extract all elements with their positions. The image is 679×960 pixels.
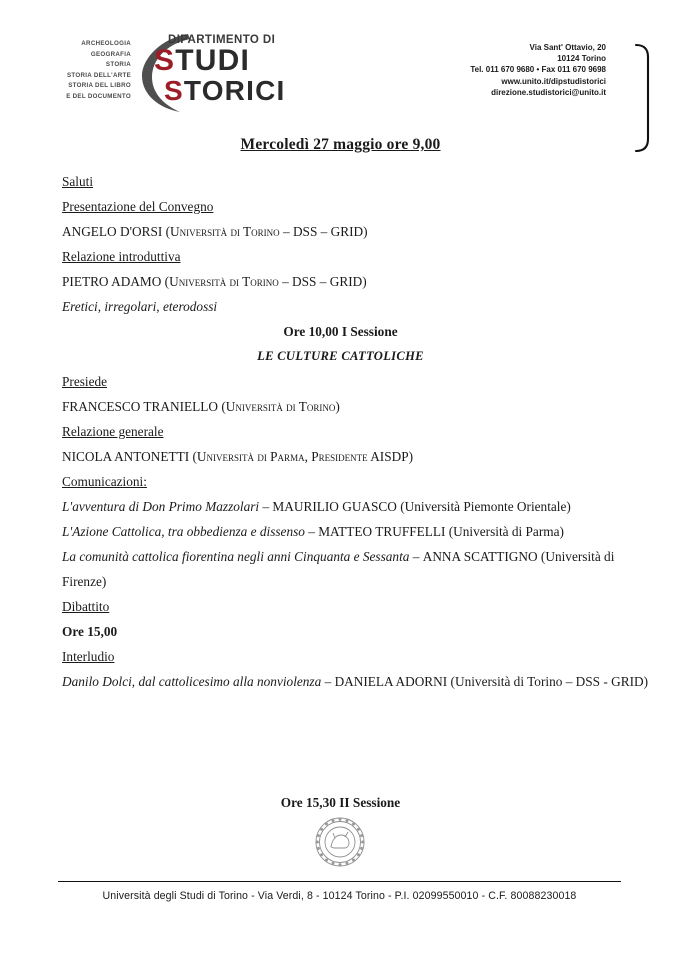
talk-title: L'Azione Cattolica, tra obbedienza e dissenso — [62, 524, 305, 539]
footer-legal-text: Università degli Studi di Torino - Via Verdi, 8 - 10124 Torino - P.I. 02099550010 - C.F. 80088230018 — [102, 890, 577, 902]
talk-title: L'avventura di Don Primo Mazzolari — [62, 499, 260, 514]
talk-speaker: MAURILIO GUASCO — [272, 499, 397, 514]
talk-affiliation: (Università di Parma) — [445, 524, 564, 539]
logo-studi-rest: TUDI — [175, 44, 251, 77]
content-spacer — [62, 694, 619, 790]
section-relazione-introduttiva: Relazione introduttiva — [62, 249, 181, 264]
discipline-item: E DEL DOCUMENTO — [66, 92, 131, 100]
talk-title: Danilo Dolci, dal cattolicesimo alla nonviolenza — [62, 674, 322, 689]
section-relazione-generale: Relazione generale — [62, 424, 164, 439]
talk-entry — [62, 519, 619, 544]
address-website: www.unito.it/dipstudistorici — [501, 76, 606, 86]
address-phone-fax: Tel. 011 670 9680 • Fax 011 670 9698 — [470, 65, 606, 75]
talk-speaker: DANIELA ADORNI — [334, 674, 448, 689]
document-body — [62, 134, 649, 815]
speaker-adamo: PIETRO ADAMO (Università di Torino – DSS – GRID) — [62, 274, 367, 289]
talk-speaker: ANNA SCATTIGNO — [422, 549, 538, 564]
talk-dash: – — [259, 499, 273, 514]
letterhead-header — [0, 20, 679, 135]
logo-disciplines-list — [55, 32, 131, 102]
section-saluti: Saluti — [62, 174, 94, 189]
section-presentazione: Presentazione del Convegno — [62, 199, 214, 214]
footer-divider — [58, 881, 621, 882]
talk-title-eretici: Eretici, irregolari, eterodossi — [62, 299, 218, 314]
logo-word-studi — [154, 46, 250, 76]
address-email: direzione.studistorici@unito.it — [491, 87, 606, 97]
page-title: Mercoledì 27 maggio ore 9,00 — [240, 136, 441, 153]
talk-dash: – — [409, 549, 423, 564]
time-ore-1500: Ore 15,00 — [62, 624, 118, 639]
talk-entry — [62, 544, 619, 594]
discipline-item: ARCHEOLOGIA — [81, 40, 131, 47]
discipline-item: STORIA DEL LIBRO — [68, 82, 131, 89]
talk-affiliation: (Università Piemonte Orientale) — [396, 499, 571, 514]
address-city: 10124 Torino — [557, 54, 606, 64]
seal-container — [0, 816, 679, 873]
address-street: Via Sant' Ottavio, 20 — [529, 43, 606, 52]
logo-storici-initial: S — [164, 75, 184, 106]
logo-word-storici — [164, 77, 285, 105]
logo-studi-initial: S — [154, 44, 176, 77]
discipline-item: GEOGRAFIA — [90, 50, 131, 58]
speaker-traniello: FRANCESCO TRANIELLO (Università di Torino) — [62, 399, 340, 414]
session-1-name: LE CULTURE CATTOLICHE — [257, 349, 424, 363]
logo-mark — [132, 32, 286, 112]
speaker-dorsi: ANGELO D'ORSI (Università di Torino – DSS – GRID) — [62, 224, 368, 239]
talk-dash: – — [304, 524, 319, 539]
session-1-time: Ore 10,00 I Sessione — [283, 324, 398, 339]
talk-dash: – — [321, 674, 335, 689]
department-logo — [55, 32, 286, 112]
talk-title: La comunità cattolica fiorentina negli anni Cinquanta e Sessanta — [62, 549, 410, 564]
section-dibattito: Dibattito — [62, 599, 110, 614]
university-seal-icon — [314, 816, 366, 868]
section-presiede: Presiede — [62, 374, 108, 389]
section-comunicazioni: Comunicazioni: — [62, 474, 147, 489]
logo-storici-rest: TORICI — [183, 75, 286, 106]
contact-address-block — [470, 42, 606, 98]
section-interludio: Interludio — [62, 649, 115, 664]
session-2-time: Ore 15,30 II Sessione — [280, 795, 401, 810]
header-bracket-icon — [634, 42, 660, 154]
discipline-item: STORIA — [105, 61, 131, 68]
discipline-item: STORIA DELL'ARTE — [66, 71, 131, 79]
speaker-antonetti: NICOLA ANTONETTI (Università di Parma, Presidente AISDP) — [62, 449, 414, 464]
talk-entry — [62, 494, 619, 519]
logo-department-line: DIPARTIMENTO DI — [168, 34, 276, 46]
talk-entry — [62, 669, 649, 694]
talk-affiliation: (Università di Firenze) — [62, 549, 615, 589]
talk-affiliation: (Università di Torino – DSS - GRID) — [447, 674, 649, 689]
talk-speaker: MATTEO TRUFFELLI — [318, 524, 446, 539]
